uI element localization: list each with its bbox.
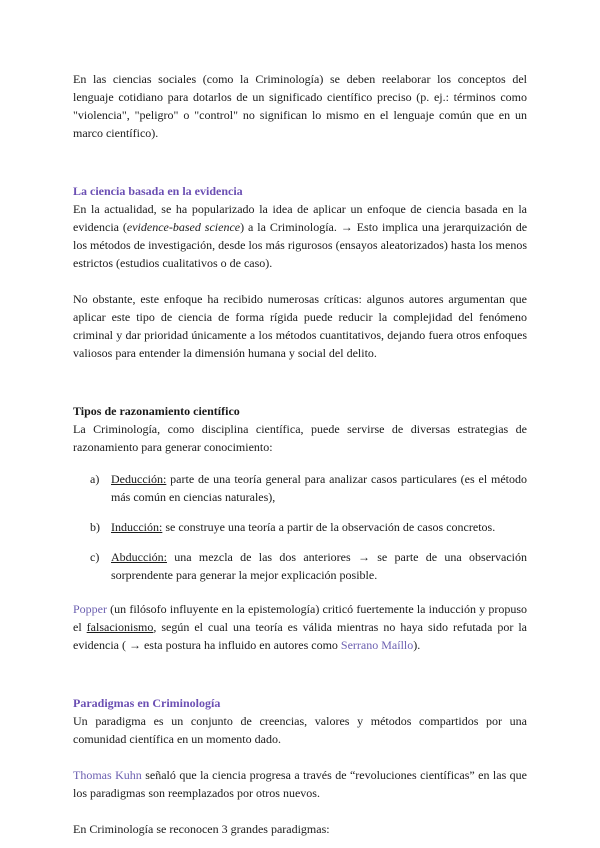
- reasoning-intro: La Criminología, como disciplina científica, puede servirse de diversas estrategias de razonamiento para generar conocimiento:: [73, 422, 527, 454]
- term-abduccion: Abducción:: [111, 550, 167, 564]
- term-induccion: Inducción:: [111, 520, 163, 534]
- kuhn-paragraph: Thomas Kuhn señaló que la ciencia progresa a través de “revoluciones científicas” en las que los paradigmas son reemplazados por otros nuevos.: [73, 768, 528, 800]
- evidence-paragraph-1: En la actualidad, se ha popularizado la idea de aplicar un enfoque de ciencia basada en la evidencia (evidence-based science) a la Criminología. → Esto implica una jerarquización de los métodos de investigación, desde los más rigurosos (ensayos aleatorizados) hasta los menos estrictos (estudios cualitativos o de caso).: [73, 202, 528, 270]
- term-falsacionismo: falsacionismo: [86, 620, 154, 634]
- heading-evidence: La ciencia basada en la evidencia: [73, 184, 243, 198]
- evidence-based-science-term: evidence-based science: [126, 220, 241, 234]
- paradigms-paragraph-1: Un paradigma es un conjunto de creencias, valores y métodos compartidos por una comunidad científica en un momento dado.: [73, 714, 527, 746]
- reasoning-list: [73, 470, 527, 584]
- serrano-maillo-link[interactable]: Serrano Maíllo: [340, 638, 414, 652]
- list-item-abduccion: c) Abducción: una mezcla de las dos anteriores → se parte de una observación sorprendente para generar la mejor explicación posible.: [90, 550, 527, 582]
- list-item-deduccion: a) Deducción: parte de una teoría general para analizar casos particulares (es el método más común en ciencias naturales),: [90, 472, 527, 504]
- heading-paradigms: Paradigmas en Criminología: [73, 696, 221, 710]
- popper-paragraph: Popper (un filósofo influyente en la epistemología) criticó fuertemente la inducción y propuso el falsacionismo, según el cual una teoría es válida mientras no haya sido refutada por la evidencia ( → esta postura ha influido en autores como Serrano Maíllo).: [73, 602, 527, 652]
- heading-reasoning: Tipos de razonamiento científico: [73, 404, 240, 418]
- thomas-kuhn-link[interactable]: Thomas Kuhn: [73, 768, 142, 782]
- popper-link[interactable]: Popper: [73, 602, 107, 616]
- evidence-paragraph-2: No obstante, este enfoque ha recibido numerosas críticas: algunos autores argumentan que aplicar este tipo de ciencia de forma rígida puede reducir la complejidad del fenómeno criminal y dar prioridad únicamente a los métodos cuantitativos, dejando fuera otros enfoques valiosos para entender la dimensión humana y social del delito.: [73, 292, 527, 360]
- list-item-induccion: b) Inducción: se construye una teoría a partir de la observación de casos concretos.: [90, 520, 496, 534]
- intro-paragraph: En las ciencias sociales (como la Criminología) se deben reelaborar los conceptos del lenguaje cotidiano para dotarlos de un significado científico preciso (p. ej.: términos como "violencia", "peligro" o "control" no significan lo mismo en el lenguaje común que en un marco científico).: [73, 72, 527, 140]
- paradigms-paragraph-3: En Criminología se reconocen 3 grandes paradigmas:: [73, 822, 330, 836]
- term-deduccion: Deducción:: [111, 472, 167, 486]
- document-content: [73, 70, 527, 838]
